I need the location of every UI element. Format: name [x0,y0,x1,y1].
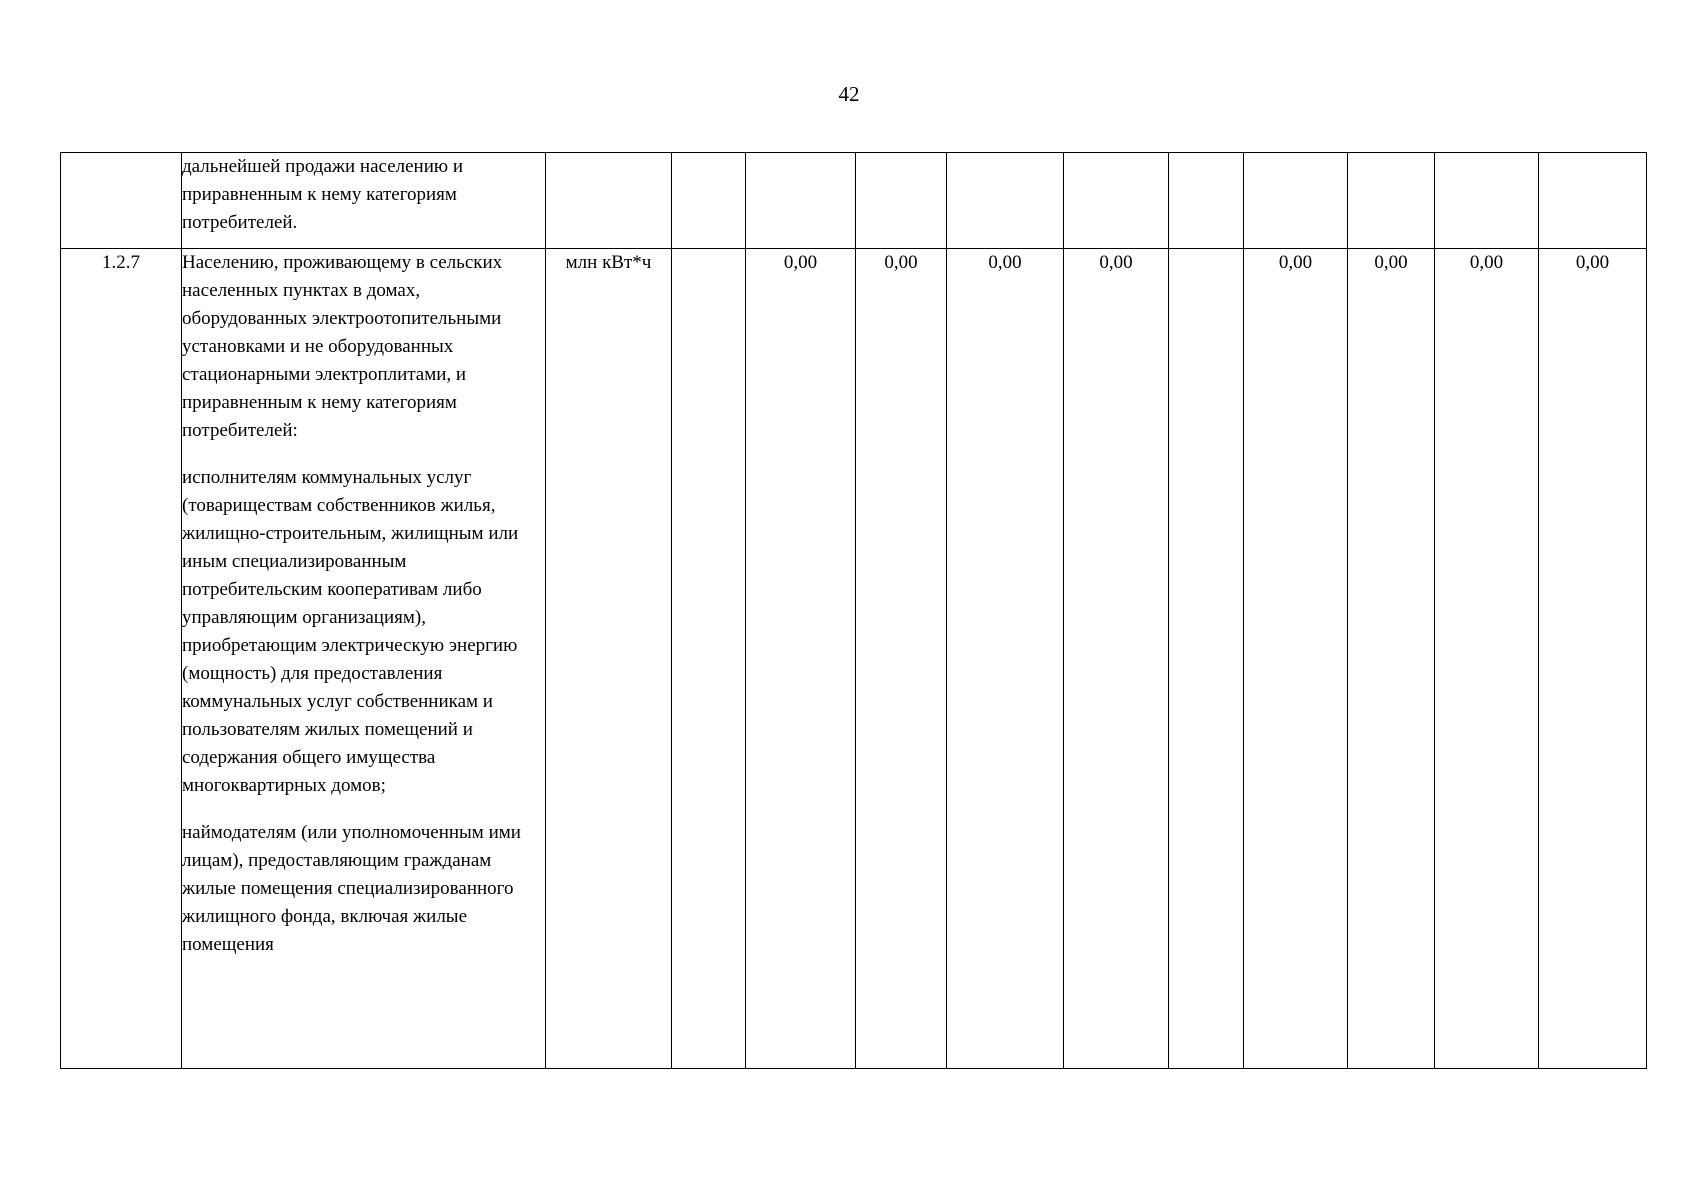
row-number-cell: 1.2.7 [61,249,182,1069]
value-cell [672,249,746,1069]
page-number: 42 [838,82,860,106]
value-cell [1539,153,1647,249]
value-cell [1435,153,1539,249]
table-row-continuation [61,153,1647,249]
value-cell: 0,00 [1064,249,1169,1069]
description-paragraph: наймодателям (или уполномоченным ими лицам), предоставляющим гражданам жилые помещения специализированного жилищного фонда, включая жилые помещения [182,822,521,955]
value-cell [856,153,947,249]
value-cell: 0,00 [1244,249,1348,1069]
description-paragraph: исполнителям коммунальных услуг (товариществам собственников жилья, жилищно-строительным, жилищным или иным специализированным потребительским кооперативам либо управляющим организациям), приобретающим электрическую энергию (мощность) для предоставления коммунальных услуг собственникам и пользователям жилых помещений и содержания общего имущества многоквартирных домов; [182,467,519,796]
unit-cell: млн кВт*ч [546,249,672,1069]
data-table [60,152,1647,1069]
value-cell [1064,153,1169,249]
row-number-cell [61,153,182,249]
description-cell [182,249,546,1069]
value-cell [1244,153,1348,249]
value-cell [672,153,746,249]
value-cell: 0,00 [856,249,947,1069]
value-cell [1169,153,1244,249]
description-paragraph: Населению, проживающему в сельских населенных пунктах в домах, оборудованных электроотопительными установками и не оборудованных стационарными электроплитами, и приравненным к нему категориям потребителей: [182,252,503,441]
value-cell: 0,00 [746,249,856,1069]
value-cell [1169,249,1244,1069]
value-cell: 0,00 [947,249,1064,1069]
value-cell: 0,00 [1348,249,1435,1069]
table-row-1-2-7 [61,249,1647,1069]
value-cell: 0,00 [1539,249,1647,1069]
value-cell [947,153,1064,249]
description-cell [182,153,546,249]
unit-cell [546,153,672,249]
description-paragraph: дальнейшей продажи населению и приравненным к нему категориям потребителей. [182,156,463,233]
value-cell: 0,00 [1435,249,1539,1069]
value-cell [746,153,856,249]
value-cell [1348,153,1435,249]
